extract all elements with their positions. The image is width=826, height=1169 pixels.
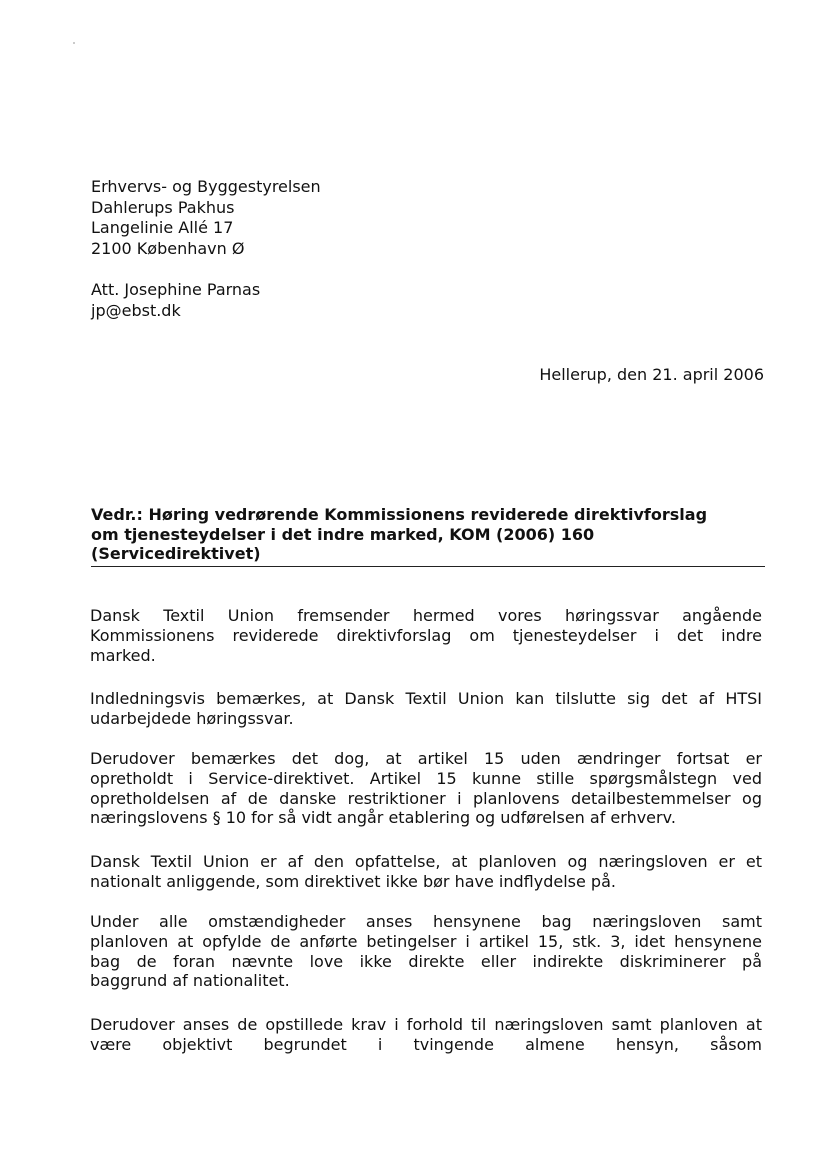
paragraph-line: næringslovens § 10 for så vidt angår etablering og udførelsen af erhverv. xyxy=(90,808,676,828)
paragraph-line: Dansk Textil Union fremsender hermed vores høringssvar angående xyxy=(90,606,762,625)
body-paragraph xyxy=(90,606,762,665)
paragraph-line: Indledningsvis bemærkes, at Dansk Textil Union kan tilslutte sig det af HTSI xyxy=(90,689,762,708)
body-paragraph xyxy=(90,912,762,991)
body-paragraph xyxy=(90,1015,762,1055)
paragraph-line: planloven at opfylde de anførte betingelser i artikel 15, stk. 3, idet hensynene xyxy=(90,931,762,951)
paragraph-line: bag de foran nævnte love ikke direkte eller indirekte diskriminerer på xyxy=(90,951,762,971)
paragraph-line: Kommissionens reviderede direktivforslag om tjenesteydelser i det indre xyxy=(90,625,762,645)
paragraph-line: Derudover bemærkes det dog, at artikel 15 uden ændringer fortsat er xyxy=(90,749,762,768)
address-line: Langelinie Allé 17 xyxy=(91,218,234,237)
subject-line: om tjenesteydelser i det indre marked, KOM (2006) 160 xyxy=(91,524,595,544)
attention-block xyxy=(91,280,260,321)
body-paragraph xyxy=(90,852,762,892)
paragraph-line: opretholdelsen af de danske restriktioner i planlovens detailbestemmelser og xyxy=(90,788,762,808)
paragraph-line: udarbejdede høringssvar. xyxy=(90,708,294,728)
body-paragraph xyxy=(90,749,762,828)
subject-line: (Servicedirektivet) xyxy=(91,544,261,563)
paragraph-line: opretholdt i Service-direktivet. Artikel 15 kunne stille spørgsmålstegn ved xyxy=(90,768,762,788)
date-line: Hellerup, den 21. april 2006 xyxy=(539,365,764,384)
attention-email: jp@ebst.dk xyxy=(91,300,181,320)
paragraph-line: Dansk Textil Union er af den opfattelse, at planloven og næringsloven er et xyxy=(90,852,762,871)
paragraph-line: Derudover anses de opstillede krav i forhold til næringsloven samt planloven at xyxy=(90,1015,762,1034)
paragraph-line: Under alle omstændigheder anses hensynene bag næringsloven samt xyxy=(90,912,762,931)
paragraph-line: baggrund af nationalitet. xyxy=(90,971,290,991)
address-line: Dahlerups Pakhus xyxy=(91,197,235,217)
paragraph-line: nationalt anliggende, som direktivet ikke bør have indflydelse på. xyxy=(90,871,616,891)
scan-speck xyxy=(73,42,75,44)
address-line: Erhvervs- og Byggestyrelsen xyxy=(91,177,321,196)
subject-heading xyxy=(91,505,765,567)
attention-name: Att. Josephine Parnas xyxy=(91,280,261,299)
address-line: 2100 København Ø xyxy=(91,238,245,258)
paragraph-line: være objektivt begrundet i tvingende almene hensyn, såsom xyxy=(90,1034,762,1054)
subject-line: Vedr.: Høring vedrørende Kommissionens reviderede direktivforslag xyxy=(91,505,708,524)
body-paragraph xyxy=(90,689,762,729)
recipient-address xyxy=(91,177,321,259)
paragraph-line: marked. xyxy=(90,645,156,665)
